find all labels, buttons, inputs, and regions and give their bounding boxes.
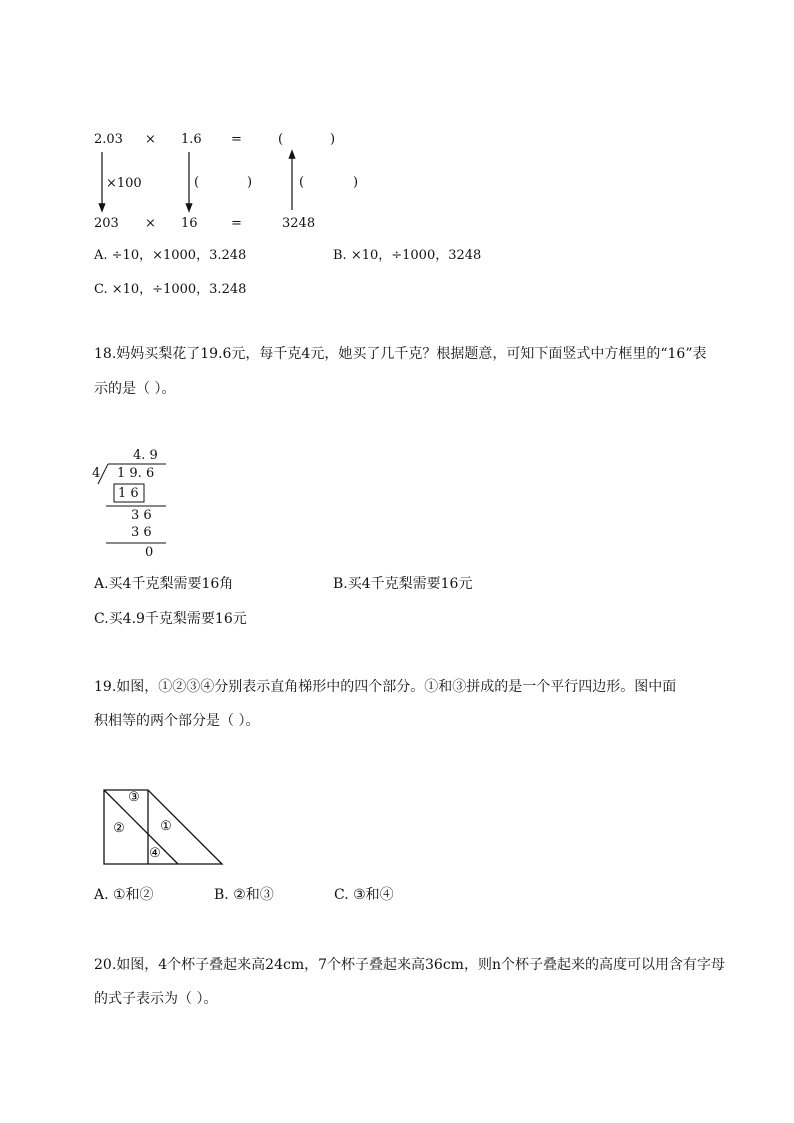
q17-row2-result: 3248 [282,216,316,231]
q17-row2-equals: = [231,216,242,231]
q17-row1-equals: = [231,132,242,147]
q17-row2-factor-a: 203 [94,216,119,231]
q18-option-c[interactable]: C.买4.9千克梨需要16元 [94,611,247,627]
q19-option-c[interactable]: C. ③和④ [334,887,394,903]
q17-row1-factor-a: 2.03 [94,132,123,147]
q19-label-4: ④ [149,846,161,861]
q17-right-blank-close: ) [353,175,359,190]
q17-row1-answer-open: ( [278,132,284,147]
q18-divisor: 4 [92,466,101,481]
q19-option-b[interactable]: B. ②和③ [214,887,274,903]
q20-stem-line1: 20.如图，4个杯子叠起来高24cm，7个杯子叠起来高36cm，则n个杯子叠起来的高度可以用含有字母 [94,957,725,973]
q19-label-1: ① [160,819,172,834]
q17-left-arrow-label: ×100 [106,176,142,191]
q17-row1-times: × [145,132,156,147]
q17-row1-factor-b: 1.6 [181,132,202,147]
q18-dividend: 1 9. 6 [117,466,155,481]
q19-stem-line2: 积相等的两个部分是（ ）。 [94,713,260,729]
q18-remainder: 0 [145,545,154,560]
q18-quotient: 4. 9 [133,448,158,463]
q17-row2-times: × [145,216,156,231]
q19-stem-line1: 19.如图，①②③④分别表示直角梯形中的四个部分。①和③拼成的是一个平行四边形。图中面 [94,679,677,695]
q19-trapezoid-figure [0,0,260,880]
q19-option-a[interactable]: A. ①和② [94,887,154,903]
q17-row1-answer-close: ) [330,132,336,147]
q19-label-3: ③ [128,790,140,805]
q17-right-blank-open: ( [299,175,305,190]
q17-row2-factor-b: 16 [181,216,198,231]
q19-label-2: ② [113,821,125,836]
q18-option-b[interactable]: B.买4千克梨需要16元 [333,576,473,592]
q18-step-36-b: 3 6 [131,525,152,540]
q18-stem-line2: 示的是（ ）。 [94,381,176,397]
q17-option-c[interactable]: C. ×10，÷1000，3.248 [94,282,247,297]
q17-option-b[interactable]: B. ×10，÷1000，3248 [333,248,482,263]
q18-stem-line1: 18.妈妈买梨花了19.6元，每千克4元，她买了几千克？根据题意，可知下面竖式中方框里的“16”表 [94,346,707,362]
q17-mid-blank-open: ( [194,175,200,190]
q17-option-a[interactable]: A. ÷10，×1000，3.248 [94,248,247,263]
q18-option-a[interactable]: A.买4千克梨需要16角 [94,576,234,592]
q17-mid-blank-close: ) [247,175,253,190]
q18-boxed-16: 1 6 [118,486,139,501]
q18-step-36-a: 3 6 [131,508,152,523]
q20-stem-line2: 的式子表示为（ ）。 [94,991,218,1007]
